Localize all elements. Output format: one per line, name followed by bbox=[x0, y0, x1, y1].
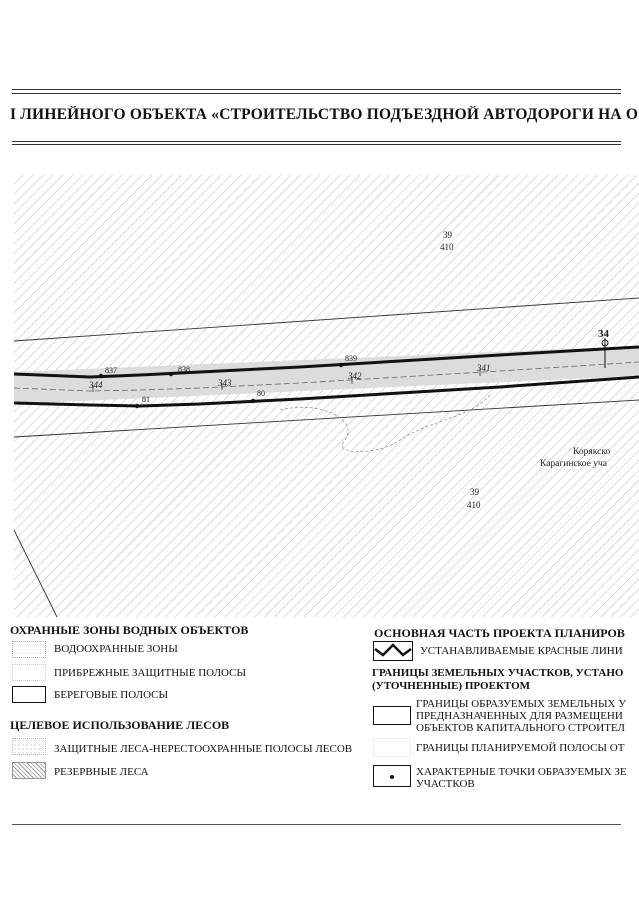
cadastral-top-1: 39 bbox=[443, 230, 452, 240]
legend-formed-plots-1: ГРАНИЦЫ ОБРАЗУЕМЫХ ЗЕМЕЛЬНЫХ У bbox=[416, 698, 627, 710]
point-838 bbox=[169, 372, 173, 376]
point-80 bbox=[251, 399, 255, 403]
swatch-reserve-forest bbox=[12, 762, 46, 779]
swatch-formed-plots bbox=[373, 706, 411, 725]
label-point-838: 838 bbox=[178, 365, 190, 374]
legend-strip-bounds: ГРАНИЦЫ ПЛАНИРУЕМОЙ ПОЛОСЫ ОТ bbox=[416, 742, 625, 754]
legend-subheader-plots-2: (УТОЧНЕННЫЕ) ПРОЕКТОМ bbox=[372, 680, 531, 692]
label-picket-344: 344 bbox=[89, 380, 103, 390]
legend-shore-strip: БЕРЕГОВЫЕ ПОЛОСЫ bbox=[54, 689, 169, 701]
legend-water-protection: ВОДООХРАННЫЕ ЗОНЫ bbox=[54, 643, 178, 655]
legend-subheader-plots-1: ГРАНИЦЫ ЗЕМЕЛЬНЫХ УЧАСТКОВ, УСТАНО bbox=[372, 667, 624, 679]
label-picket-343: 343 bbox=[218, 378, 232, 388]
legend-char-points-2: УЧАСТКОВ bbox=[416, 778, 475, 790]
cadastral-bottom-1: 39 bbox=[470, 487, 479, 497]
point-81 bbox=[135, 404, 139, 408]
swatch-water-protection bbox=[12, 641, 46, 658]
point-839 bbox=[339, 363, 343, 367]
label-point-80: 80 bbox=[257, 389, 265, 398]
marker-34-label: 34 bbox=[598, 328, 609, 340]
legend-protective-forest: ЗАЩИТНЫЕ ЛЕСА-НЕРЕСТООХРАННЫЕ ПОЛОСЫ ЛЕСОВ bbox=[54, 743, 353, 755]
legend-header-water-zones: ОХРАННЫЕ ЗОНЫ ВОДНЫХ ОБЪЕКТОВ bbox=[10, 623, 249, 637]
swatch-strip-bounds bbox=[373, 738, 411, 757]
swatch-protective-forest bbox=[12, 738, 46, 755]
region-label-1: Корякско bbox=[573, 447, 611, 457]
legend-header-forest-use: ЦЕЛЕВОЕ ИСПОЛЬЗОВАНИЕ ЛЕСОВ bbox=[10, 718, 230, 732]
legend-coastal-protective: ПРИБРЕЖНЫЕ ЗАЩИТНЫЕ ПОЛОСЫ bbox=[54, 667, 247, 679]
bottom-rule bbox=[12, 824, 621, 825]
label-point-839: 839 bbox=[345, 354, 357, 363]
swatch-coastal-protective bbox=[12, 664, 46, 681]
region-label-2: Карагинское уча bbox=[540, 459, 608, 469]
label-point-81: 81 bbox=[142, 395, 150, 404]
label-point-837: 837 bbox=[105, 366, 117, 375]
point-dot-icon bbox=[390, 775, 394, 779]
cadastral-bottom-2: 410 bbox=[467, 500, 481, 510]
swatch-char-points bbox=[373, 765, 411, 787]
swatch-red-lines bbox=[373, 641, 413, 661]
point-837 bbox=[99, 374, 103, 378]
legend-formed-plots-2: ПРЕДНАЗНАЧЕННЫХ ДЛЯ РАЗМЕЩЕНИ bbox=[416, 710, 623, 722]
legend-reserve-forest: РЕЗЕРВНЫЕ ЛЕСА bbox=[54, 766, 149, 778]
legend-char-points-1: ХАРАКТЕРНЫЕ ТОЧКИ ОБРАЗУЕМЫХ ЗЕ bbox=[416, 766, 627, 778]
sheet-title: І ЛИНЕЙНОГО ОБЪЕКТА «СТРОИТЕЛЬСТВО ПОДЪЕЗДНОЙ АВТОДОРОГИ НА О bbox=[10, 106, 639, 123]
legend-header-main-part: ОСНОВНАЯ ЧАСТЬ ПРОЕКТА ПЛАНИРОВ bbox=[374, 626, 625, 640]
label-picket-341: 341 bbox=[477, 363, 491, 373]
legend-red-lines: УСТАНАВЛИВАЕМЫЕ КРАСНЫЕ ЛИНИ bbox=[420, 645, 623, 657]
label-picket-342: 342 bbox=[348, 371, 362, 381]
cadastral-top-2: 410 bbox=[440, 242, 454, 252]
swatch-shore-strip bbox=[12, 686, 46, 703]
legend-formed-plots-3: ОБЪЕКТОВ КАПИТАЛЬНОГО СТРОИТЕЛ bbox=[416, 722, 625, 734]
